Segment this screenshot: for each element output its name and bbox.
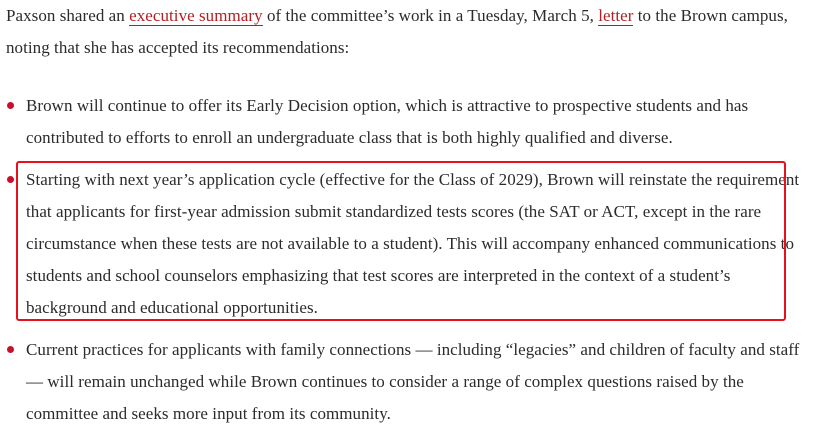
bullet-dot-icon [7, 346, 14, 353]
letter-link[interactable]: letter [598, 6, 634, 25]
executive-summary-link[interactable]: executive summary [129, 6, 263, 25]
list-item [6, 90, 806, 154]
recommendation-early-decision: Brown will continue to offer its Early Decision option, which is attractive to prospective students and has contributed to efforts to enroll an undergraduate class that is both highly qualified and diverse. [26, 96, 749, 147]
recommendation-legacies: Current practices for applicants with family connections — including “legacies” and children of faculty and staff — will remain unchanged while Brown continues to consider a range of complex questions raised by the committee and seeks more input from its community. [26, 340, 800, 423]
bullet-dot-icon [7, 102, 14, 109]
intro-text-end: to the Brown campus, noting that she has accepted its recommendations: [6, 6, 788, 57]
bullet-dot-icon [7, 176, 14, 183]
intro-paragraph [6, 0, 806, 64]
intro-text-start: Paxson shared an [6, 6, 130, 25]
recommendations-list [6, 90, 806, 430]
article-body [6, 0, 806, 430]
intro-text-middle: of the committee’s work in a Tuesday, March 5, [262, 6, 599, 25]
list-item [6, 334, 806, 430]
recommendation-test-scores: Starting with next year’s application cycle (effective for the Class of 2029), Brown will reinstate the requirement that applicants for first-year admission submit standardized tests scores (the SAT or ACT, except in the rare circumstance when these tests are not available to a student). This will accompany enhanced communications to students and school counselors emphasizing that test scores are interpreted in the context of a student’s background and educational opportunities. [26, 170, 800, 317]
list-item [6, 164, 806, 324]
